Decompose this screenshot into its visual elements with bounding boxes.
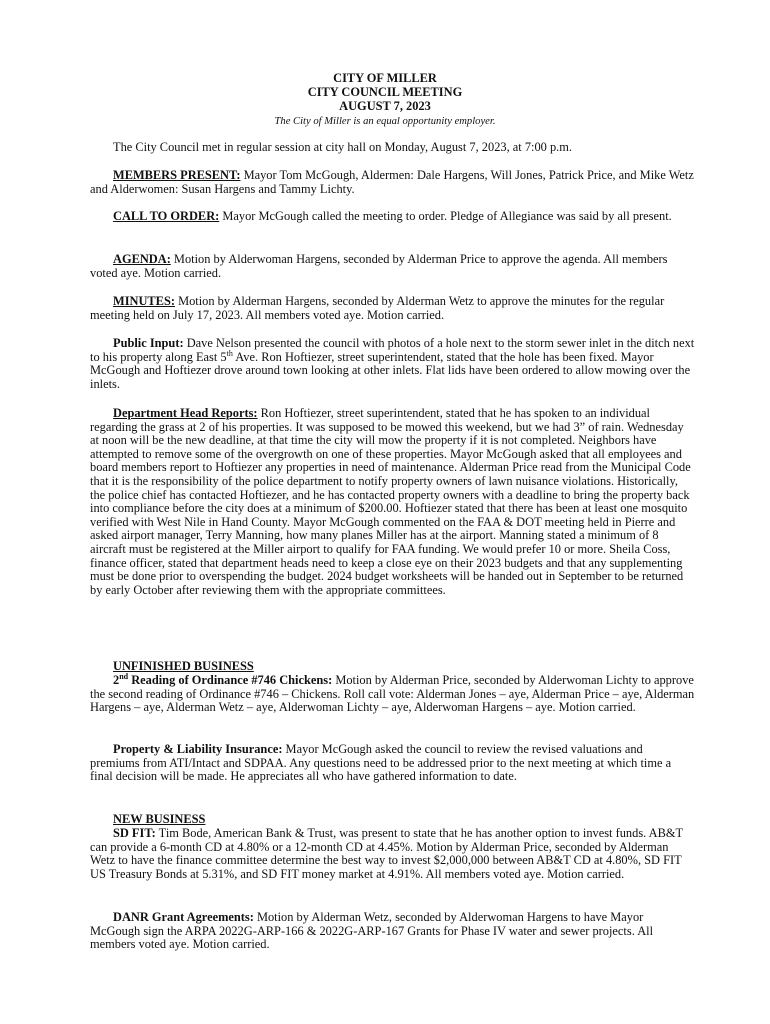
danr-grant-label: DANR Grant Agreements: xyxy=(113,910,254,924)
danr-grant-paragraph xyxy=(90,911,695,952)
document-header xyxy=(0,72,770,113)
meeting-title: CITY COUNCIL MEETING xyxy=(307,84,463,99)
ordinance-746-paragraph xyxy=(90,671,695,715)
intro-paragraph xyxy=(90,141,695,155)
new-business-heading: NEW BUSINESS xyxy=(113,812,206,826)
members-present-paragraph xyxy=(90,169,695,196)
sd-fit-label: SD FIT: xyxy=(113,826,156,840)
minutes-text: Motion by Alderman Hargens, seconded by Alderman Wetz to approve the minutes for the regular meeting held on July 17, 2023. All members voted aye. Motion carried. xyxy=(90,294,665,322)
ordinance-746-sup: nd xyxy=(119,671,129,681)
public-input-label: Public Input: xyxy=(113,336,184,350)
department-head-reports-label: Department Head Reports: xyxy=(113,406,258,420)
city-name: CITY OF MILLER xyxy=(333,71,437,85)
insurance-text: Mayor McGough asked the council to review the revised valuations and premiums from ATI/Intact and SDPAA. Any questions need to be addressed prior to the next meeting at which time a final decision will be made. He appreciates all who have gathered information to date. xyxy=(90,742,672,784)
agenda-text: Motion by Alderwoman Hargens, seconded by Alderman Price to approve the agenda. All members voted aye. Motion carried. xyxy=(90,252,668,280)
public-input-text-a: Dave Nelson presented the council with photos of a hole next to the storm sewer inlet in the ditch next to his property along East 5 xyxy=(90,336,695,364)
members-present-text: Mayor Tom McGough, Aldermen: Dale Hargens, Will Jones, Patrick Price, and Mike Wetz and Alderwomen: Susan Hargens and Tammy Lichty. xyxy=(90,168,694,196)
unfinished-business-heading: UNFINISHED BUSINESS xyxy=(113,659,254,673)
department-head-reports-text: Ron Hoftiezer, street superintendent, stated that he has spoken to an individual regarding the grass at 2 of his properties. It was supposed to be mowed this weekend, but we had 3” of rain. Wednesday at noon will be the new deadline, at that time the city will mow the property if it is not completed. Neighbors have attempted to remove some of the overgrowth on one of these properties. Mayor McGough asked that all employees and board members report to Hoftiezer any properties in need of maintenance. Alderman Price read from the Municipal Code that it is the responsibility of the police department to notify property owners of lawn nuisance violations. Historically, the police chief has contacted Hoftiezer, and he has contacted property owners with a deadline to bring the property back into compliance before the city does at a minimum of $200.00. Hoftiezer stated that there has been at least one mosquito verified with West Nile in Hand County. Mayor McGough commented on the FAA & DOT meeting held in Pierre and asked airport manager, Terry Manning, how many planes Miller has at the airport. Manning stated a minimum of 8 aircraft must be registered at the Miller airport to qualify for FAA funding. We would prefer 10 or more. Sheila Coss, finance officer, stated that department heads need to keep a close eye on their 2023 budgets and that any supplementing must be done prior to overspending the budget. 2024 budget worksheets will be handed out in September to be returned by early October after reviewing them with the appropriate committees. xyxy=(90,406,691,597)
members-present-label: MEMBERS PRESENT: xyxy=(113,168,241,182)
ordinance-746-num: 2 xyxy=(113,673,120,687)
insurance-paragraph xyxy=(90,743,695,784)
call-to-order-paragraph xyxy=(90,210,695,224)
minutes-paragraph xyxy=(90,295,695,322)
ordinance-746-label xyxy=(113,673,332,687)
call-to-order-text: Mayor McGough called the meeting to order. Pledge of Allegiance was said by all present. xyxy=(219,209,672,223)
danr-grant-text: Motion by Alderman Wetz, seconded by Alderwoman Hargens to have Mayor McGough sign the ARPA 2022G-ARP-166 & 2022G-ARP-167 Grants for Phase IV water and sewer projects. All members voted aye. Motion carried. xyxy=(90,910,654,952)
agenda-label: AGENDA: xyxy=(113,252,171,266)
sd-fit-paragraph xyxy=(90,827,695,881)
equal-opportunity-tagline: The City of Miller is an equal opportunity employer. xyxy=(274,116,496,127)
intro-text: The City Council met in regular session at city hall on Monday, August 7, 2023, at 7:00 p.m. xyxy=(113,140,572,154)
insurance-label: Property & Liability Insurance: xyxy=(113,742,283,756)
call-to-order-label: CALL TO ORDER: xyxy=(113,209,220,223)
public-input-text-b: Ave. Ron Hoftiezer, street superintendent, stated that the hole has been fixed. Mayor McGough and Hoftiezer drove around town looking at other inlets. Flat lids have been ordered to allow mowing over the inlets. xyxy=(90,349,691,391)
ordinance-746-text: Motion by Alderman Price, seconded by Alderwoman Lichty to approve the second reading of Ordinance #746 – Chickens. Roll call vote: Alderman Jones – aye, Alderman Price – aye, Alderman Hargens – aye, Alderman Wetz – aye, Alderwoman Lichty – aye, Alderwoman Hargens – aye. Motion carried. xyxy=(90,673,695,715)
department-head-reports-paragraph xyxy=(90,407,695,597)
meeting-date: AUGUST 7, 2023 xyxy=(339,98,431,113)
agenda-paragraph xyxy=(90,253,695,280)
public-input-paragraph xyxy=(90,337,695,391)
minutes-label: MINUTES: xyxy=(113,294,175,308)
public-input-sup: th xyxy=(226,348,233,358)
sd-fit-text: Tim Bode, American Bank & Trust, was present to state that he has another option to invest funds. AB&T can provide a 6-month CD at 4.80% or a 12-month CD at 4.45%. Motion by Alderman Price, seconded by Alderman Wetz to have the finance committee determine the best way to invest $2,000,000 between AB&T CD at 4.80%, SD FIT US Treasury Bonds at 5.31%, and SD FIT money market at 4.91%. All members voted aye. Motion carried. xyxy=(90,826,683,881)
ordinance-746-title: Reading of Ordinance #746 Chickens: xyxy=(128,673,333,687)
